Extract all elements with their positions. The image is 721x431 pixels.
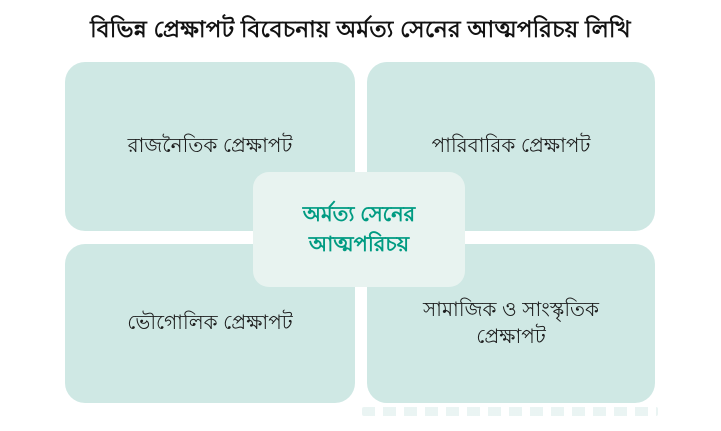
quadrant-social-cultural-label: সামাজিক ও সাংস্কৃতিক প্রেক্ষাপট <box>422 298 600 348</box>
faint-watermark-strip <box>362 407 658 416</box>
quadrant-political-label: রাজনৈতিক প্রেক্ষাপট <box>127 135 293 157</box>
quadrant-family-label: পারিবারিক প্রেক্ষাপট <box>431 135 591 157</box>
center-topic-line2: আত্মপরিচয় <box>308 232 410 256</box>
page-title: বিভিন্ন প্রেক্ষাপট বিবেচনায় অর্মত্য সেনের আত্মপরিচয় লিখি <box>90 16 631 42</box>
quadrant-geographical-label: ভৌগোলিক প্রেক্ষাপট <box>127 312 293 334</box>
center-topic-box <box>253 172 465 287</box>
center-topic-line1: অর্মত্য সেনের <box>302 203 416 227</box>
